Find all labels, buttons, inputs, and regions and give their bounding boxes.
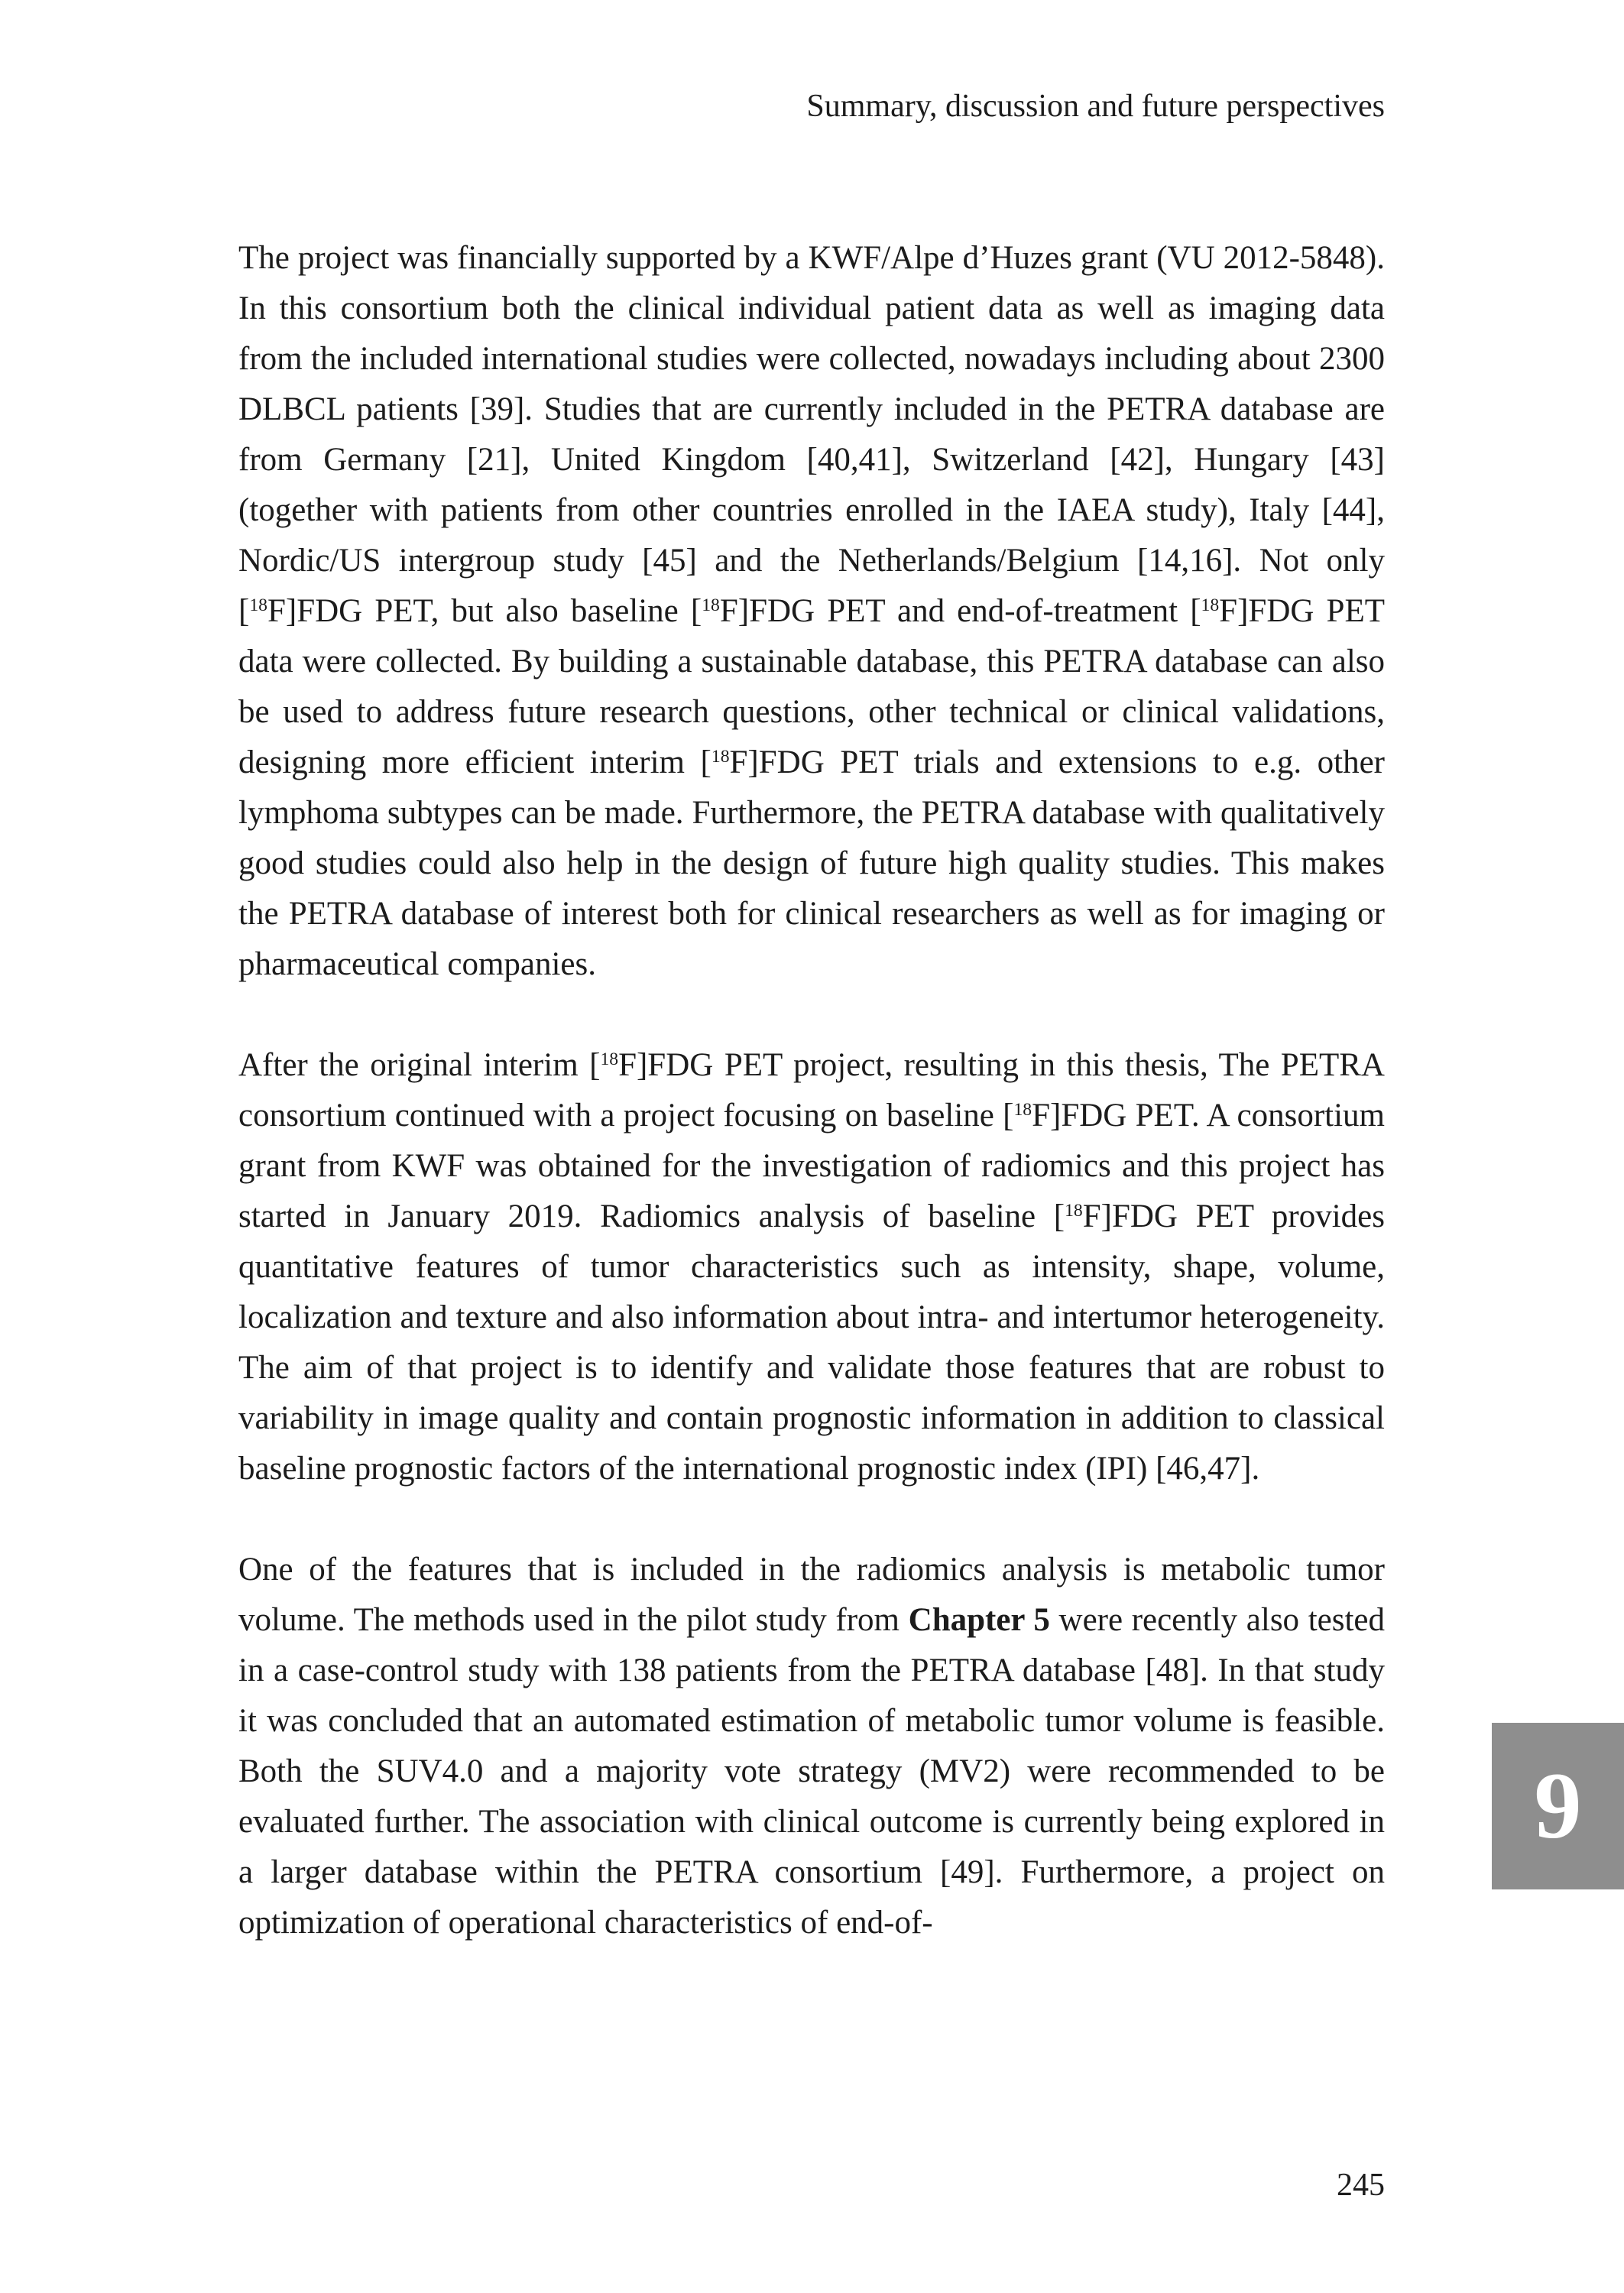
superscript: 18: [600, 1049, 619, 1069]
body-text: [238, 233, 1385, 1948]
paragraph-text: F]FDG PET trials and extensions to e.g. other lymphoma subtypes can be made. Furthermore, the PETRA database with qualitatively good studies could also help in the design of future high quality studies. This makes the PETRA database of interest both for clinical researchers as well as for imaging or pharmaceutical companies.: [238, 744, 1385, 982]
paragraph-text: F]FDG PET, but also baseline [: [267, 593, 702, 629]
chapter-reference: Chapter 5: [908, 1602, 1050, 1638]
paragraph-text: F]FDG PET provides quantitative features of tumor characteristics such as intensity, shape, volume, localization and texture and also information about intra- and intertumor heterogeneity. The aim of that project is to identify and validate those features that are robust to variability in image quality and contain prognostic information in addition to classical baseline prognostic factors of the international prognostic index (IPI) [46,47].: [238, 1198, 1385, 1487]
paragraph-text: F]FDG PET data were collected. By building a sustainable database, this PETRA database can also be used to address future research questions, other technical or clinical validations, designing more efficient interim [: [238, 593, 1385, 780]
paragraph-text: F]FDG PET and end-of-treatment [: [719, 593, 1201, 629]
superscript: 18: [1065, 1200, 1083, 1221]
paragraph-funding-and-database: [238, 233, 1385, 990]
paragraph-radiomics-project: [238, 1040, 1385, 1494]
paragraph-text: One of the features that is included in the radiomics analysis is metabolic tumor volume. The methods used in the pilot study from: [238, 1552, 1385, 1638]
paragraph-text: F]FDG PET. A consortium grant from KWF was obtained for the investigation of radiomics and this project has started in January 2019. Radiomics analysis of baseline [: [238, 1098, 1385, 1234]
superscript: 18: [702, 595, 720, 615]
superscript: 18: [1201, 595, 1220, 615]
paragraph-text: The project was financially supported by a KWF/Alpe d’Huzes grant (VU 2012-5848). In this consortium both the clinical individual patient data as well as imaging data from the included international studies were collected, nowadays including about 2300 DLBCL patients [39]. Studies that are currently included in the PETRA database are from Germany [21], United Kingdom [40,41], Switzerland [42], Hungary [43] (together with patients from other countries enrolled in the IAEA study), Italy [44], Nordic/US intergroup study [45] and the Netherlands/Belgium [14,16]. Not only [: [238, 240, 1385, 629]
paragraph-text: F]FDG PET project, resulting in this thesis, The PETRA consortium continued with a project focusing on baseline [: [238, 1047, 1385, 1134]
page-number: 245: [1337, 2168, 1385, 2203]
paragraph-text: were recently also tested in a case-control study with 138 patients from the PETRA database [48]. In that study it was concluded that an automated estimation of metabolic tumor volume is feasible. Both the SUV4.0 and a majority vote strategy (MV2) were recommended to be evaluated further. The association with clinical outcome is currently being explored in a larger database within the PETRA consortium [49]. Furthermore, a project on optimization of operational characteristics of end-of-: [238, 1602, 1385, 1941]
paragraph-text: After the original interim [: [238, 1047, 601, 1083]
running-header: Summary, discussion and future perspectives: [806, 89, 1385, 124]
superscript: 18: [711, 746, 730, 767]
paragraph-metabolic-tumor-volume: [238, 1545, 1385, 1948]
superscript: 18: [249, 595, 267, 615]
chapter-number: 9: [1534, 1753, 1582, 1858]
superscript: 18: [1013, 1099, 1032, 1120]
chapter-tab: [1492, 1723, 1624, 1889]
